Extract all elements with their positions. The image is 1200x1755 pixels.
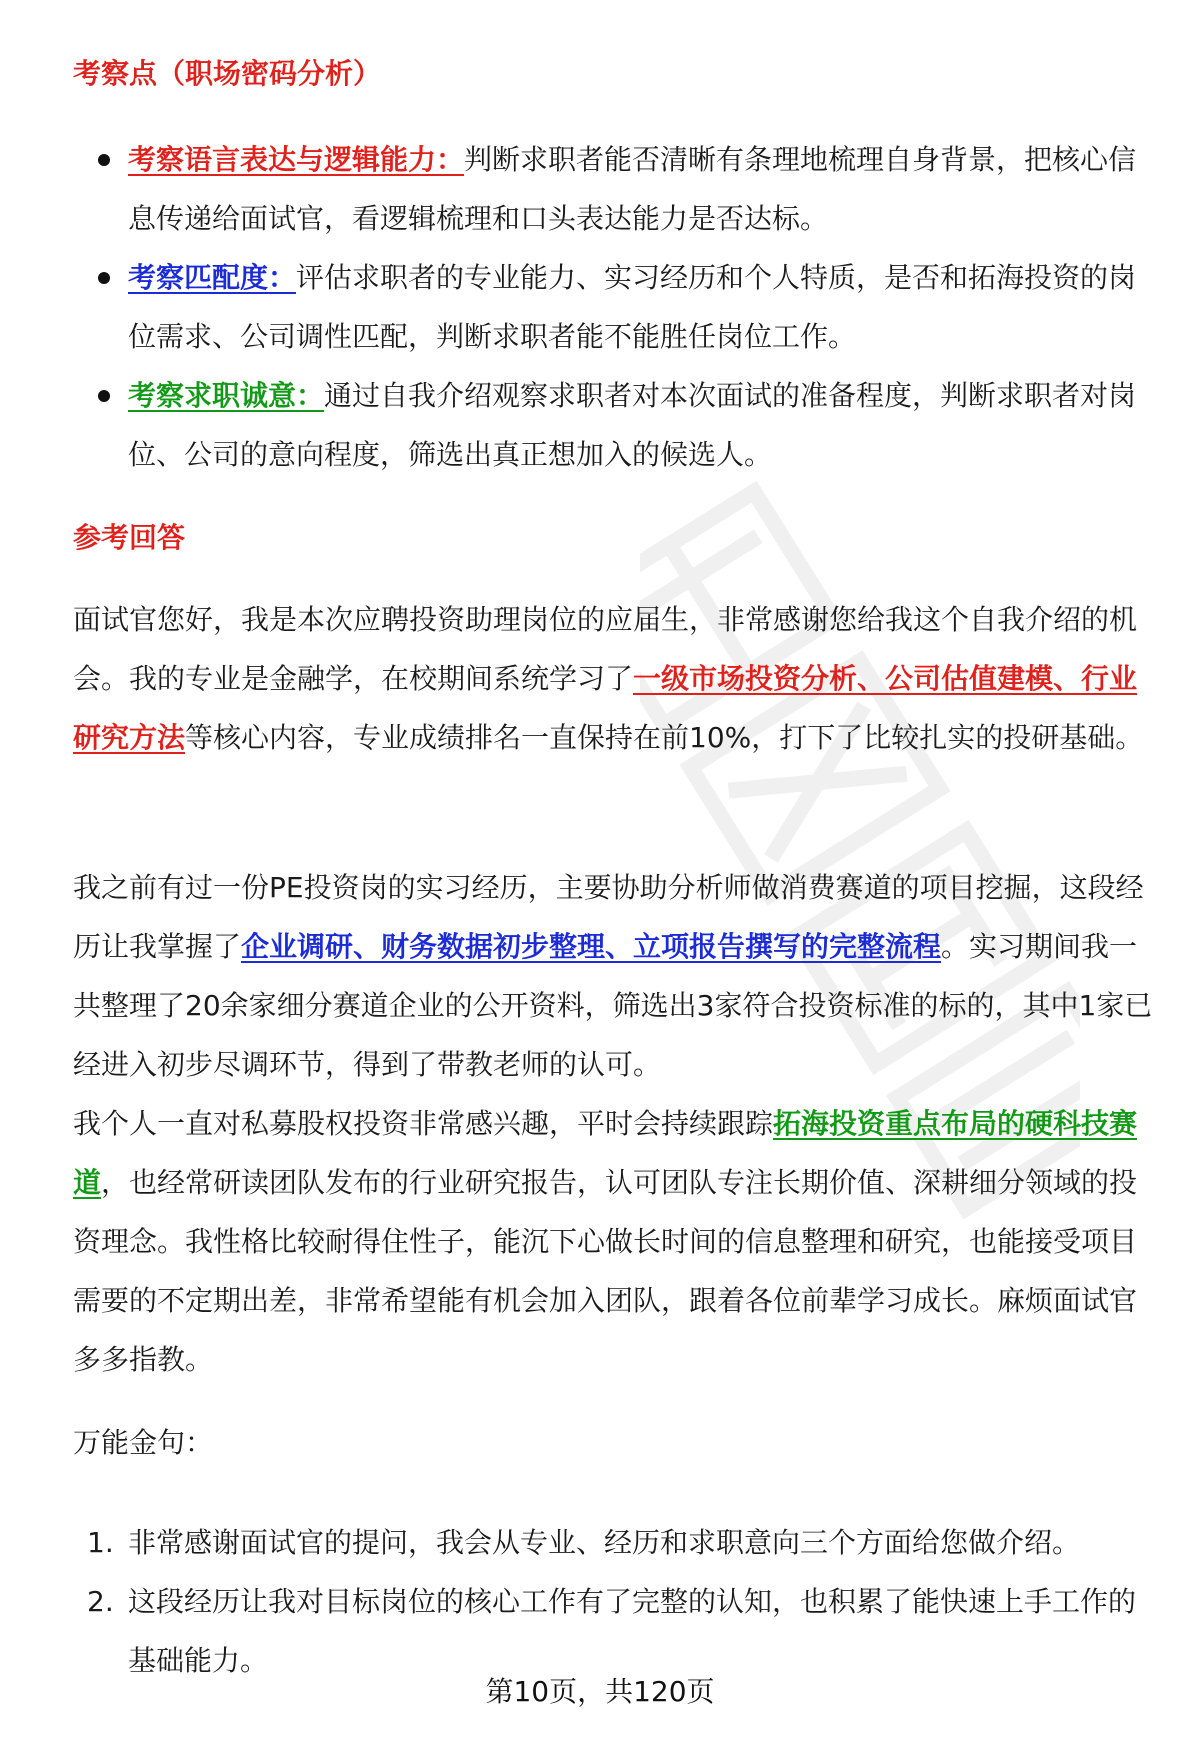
list-number: 2. xyxy=(87,1585,114,1618)
golden-sentences-title: 万能金句： xyxy=(73,1426,214,1459)
exam-point-item xyxy=(73,248,1153,366)
exam-point-text: 通过自我介绍观察求职者对本次面试的准备程度，判断求职者对岗位、公司的意向程度，筛选出真正想加入的候选人。 xyxy=(128,379,1137,471)
exam-point-item xyxy=(73,130,1153,248)
exam-point-key: 考察语言表达与逻辑能力： xyxy=(128,143,465,176)
paragraph-text: 。实习期间我一共整理了20余家细分赛道企业的公开资料，筛选出3家符合投资标准的标的，其中1家已经进入初步尽调环节，得到了带教老师的认可。 xyxy=(73,930,1153,1081)
golden-sentence-text: 这段经历让我对目标岗位的核心工作有了完整的认知，也积累了能快速上手工作的基础能力。 xyxy=(128,1585,1137,1677)
golden-sentence-text: 非常感谢面试官的提问，我会从专业、经历和求职意向三个方面给您做介绍。 xyxy=(128,1526,1081,1559)
exam-point-item xyxy=(73,366,1153,484)
answer-paragraph-3 xyxy=(73,1094,1153,1389)
exam-point-text: 评估求职者的专业能力、实习经历和个人特质，是否和拓海投资的岗位需求、公司调性匹配，判断求职者能不能胜任岗位工作。 xyxy=(128,261,1137,353)
paragraph-text: 我个人一直对私募股权投资非常感兴趣，平时会持续跟踪 xyxy=(73,1107,774,1140)
paragraph-highlight: 拓海投资重点布局的硬科技赛道 xyxy=(73,1107,1138,1199)
exam-point-text: 判断求职者能否清晰有条理地梳理自身背景，把核心信息传递给面试官，看逻辑梳理和口头表达能力是否达标。 xyxy=(128,143,1137,235)
paragraph-text: ，也经常研读团队发布的行业研究报告，认可团队专注长期价值、深耕细分领域的投资理念。我性格比较耐得住性子，能沉下心做长时间的信息整理和研究，也能接受项目需要的不定期出差，非常希望能有机会加入团队，跟着各位前辈学习成长。麻烦面试官多多指教。 xyxy=(73,1166,1138,1376)
golden-sentences-list xyxy=(73,1513,1153,1690)
paragraph-highlight: 企业调研、财务数据初步整理、立项报告撰写的完整流程 xyxy=(241,930,942,963)
exam-point-key: 考察求职诚意： xyxy=(128,379,325,412)
bullet-dot-icon xyxy=(98,272,110,284)
bullet-dot-icon xyxy=(98,390,110,402)
answer-paragraph-2 xyxy=(73,858,1153,1094)
exam-point-key: 考察匹配度： xyxy=(128,261,297,294)
list-number: 1. xyxy=(87,1526,114,1559)
answer-paragraph-1 xyxy=(73,590,1153,767)
paragraph-text: 等核心内容，专业成绩排名一直保持在前10%，打下了比较扎实的投研基础。 xyxy=(185,721,1144,754)
exam-points-list xyxy=(73,130,1153,484)
section-title-reference-answer: 参考回答 xyxy=(73,521,186,554)
golden-sentence-item xyxy=(73,1513,1153,1572)
paragraph-text: 我之前有过一份PE投资岗的实习经历，主要协助分析师做消费赛道的项目挖掘，这段经历让我掌握了 xyxy=(73,871,1144,963)
paragraph-highlight: 一级市场投资分析、公司估值建模、行业研究方法 xyxy=(73,662,1138,754)
bullet-dot-icon xyxy=(98,154,110,166)
paragraph-text: 面试官您好，我是本次应聘投资助理岗位的应届生，非常感谢您给我这个自我介绍的机会。我的专业是金融学，在校期间系统学习了 xyxy=(73,603,1138,695)
section-title-exam-points: 考察点（职场密码分析） xyxy=(73,57,382,90)
page-number: 第10页，共120页 xyxy=(485,1675,715,1708)
